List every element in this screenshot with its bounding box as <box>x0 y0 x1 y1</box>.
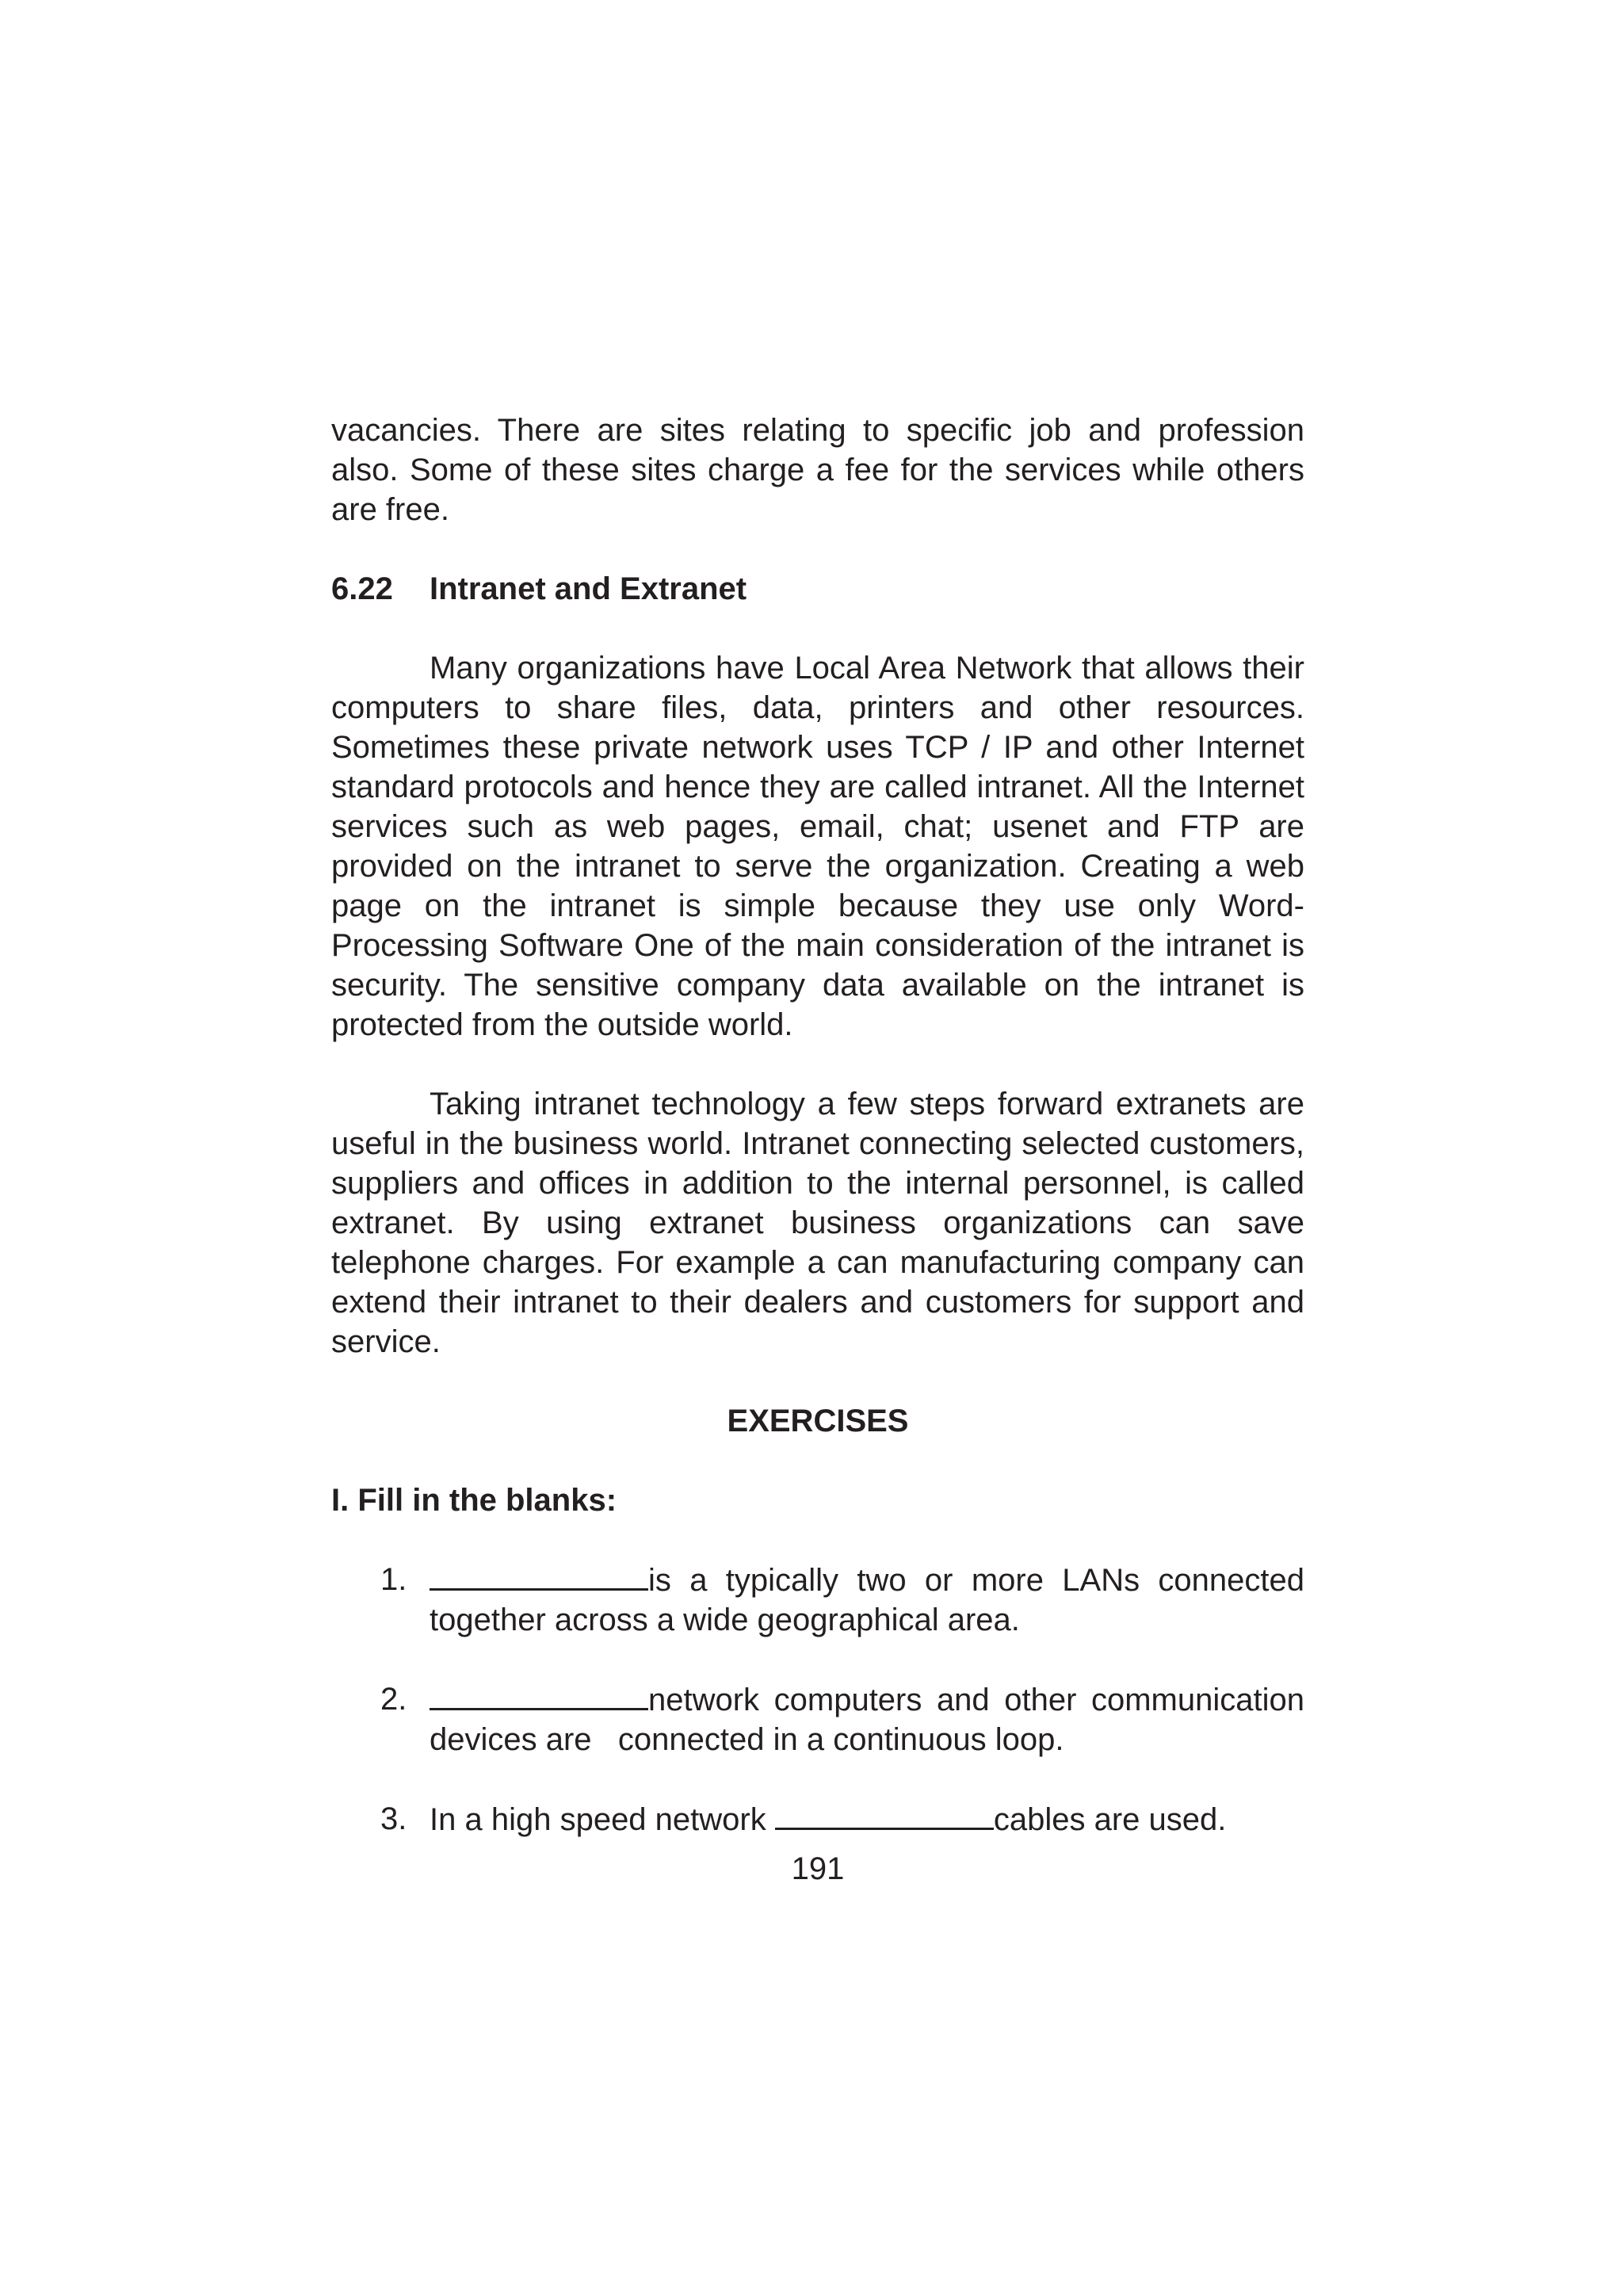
exercise-text-after: network computers and other communication devices are connected in a continuous loop. <box>430 1683 1314 1757</box>
section-number: 6.22 <box>331 571 393 606</box>
intranet-paragraph: Many organizations have Local Area Network that allows their computers to share files, data, printers and other resources. Sometimes these private network uses TCP / IP and other Internet standard protocols and hence they are called intranet. All the Internet services such as web pages, email, chat; usenet and FTP are provided on the intranet to serve the organization. Creating a web page on the intranet is simple because they use only Word-Processing Software One of the main consideration of the intranet is security. The sensitive company data available on the intranet is protected from the outside world. <box>331 651 1304 1042</box>
answer-blank <box>430 1560 648 1591</box>
exercise-list <box>331 1560 1314 1839</box>
exercise-item-1 <box>331 1560 1304 1640</box>
exercise-number: 1. <box>380 1562 407 1597</box>
answer-blank <box>430 1679 648 1710</box>
section-heading <box>331 569 1304 609</box>
section-title: Intranet and Extranet <box>430 571 747 606</box>
page-number: 191 <box>791 1851 845 1886</box>
exercise-number: 3. <box>380 1801 407 1836</box>
exercise-text-after: cables are used. <box>993 1802 1227 1837</box>
intro-paragraph: vacancies. There are sites relating to specific job and profession also. Some of these sites charge a fee for the services while others are free. <box>331 413 1304 527</box>
extranet-paragraph: Taking intranet technology a few steps forward extranets are useful in the business world. Intranet connecting selected customers, suppliers and offices in addition to the internal personnel, is called extranet. By using extranet business organizations can save telephone charges. For example a can manufacturing company can extend their intranet to their dealers and customers for support and service. <box>331 1087 1304 1359</box>
answer-blank <box>775 1799 994 1830</box>
exercise-item-3 <box>331 1799 1304 1839</box>
exercise-text-before: In a high speed network <box>430 1802 775 1837</box>
exercise-item-2 <box>331 1679 1314 1759</box>
fill-in-blanks-heading: I. Fill in the blanks: <box>331 1483 617 1518</box>
exercise-number: 2. <box>380 1682 407 1717</box>
exercise-text-after: is a typically two or more LANs connected together across a wide geographical area. <box>430 1563 1304 1637</box>
exercises-title: EXERCISES <box>727 1404 909 1438</box>
page-content <box>331 411 1314 1889</box>
